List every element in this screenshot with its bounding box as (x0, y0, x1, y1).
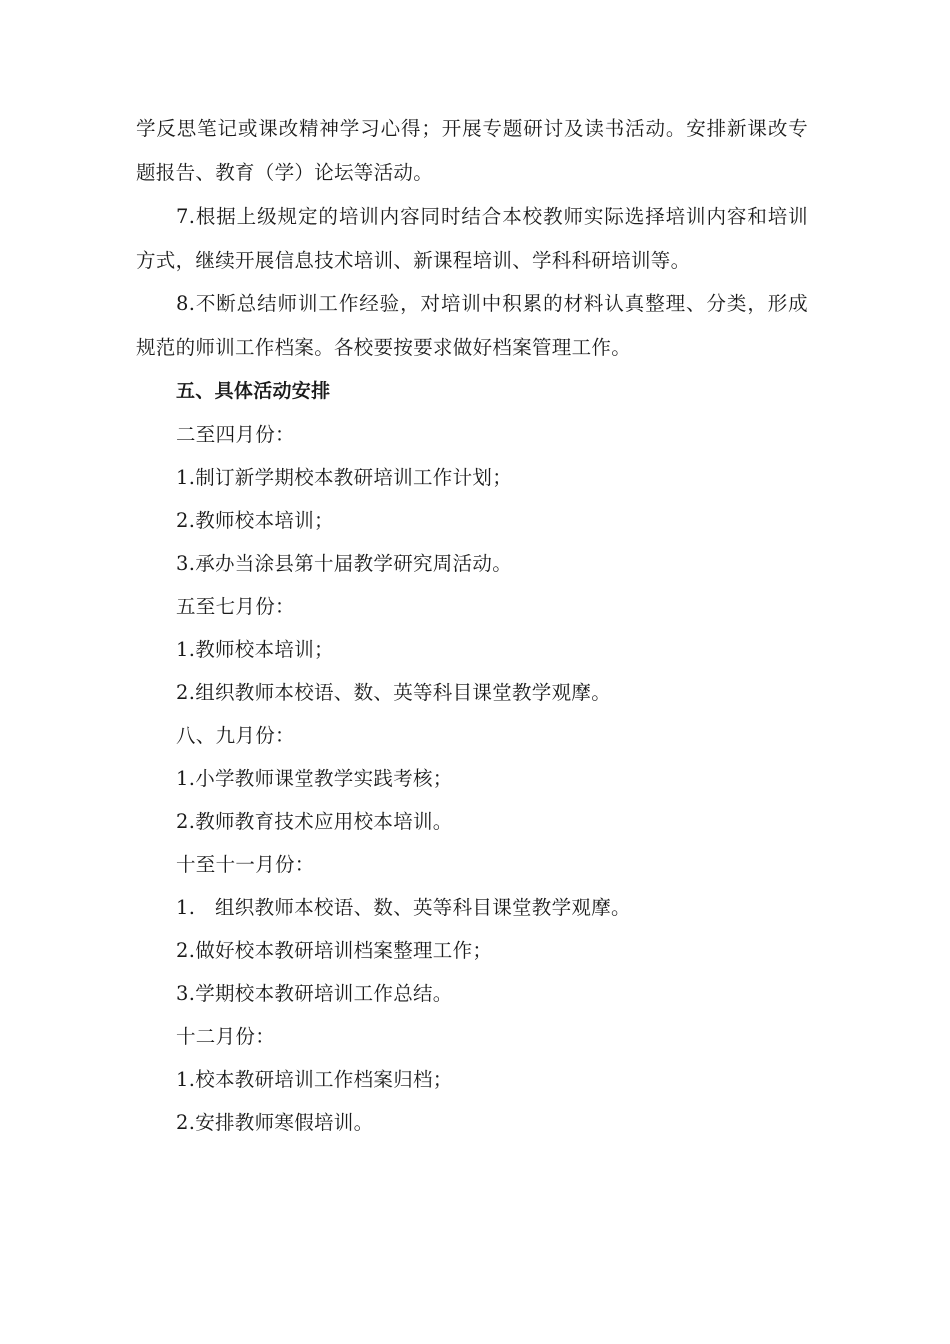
paragraph-8-line-2: 规范的师训工作档案。各校要按要求做好档案管理工作。 (136, 336, 632, 359)
schedule-item: 3.学期校本教研培训工作总结。 (176, 982, 453, 1005)
schedule-title-aug-sep: 八、九月份： (176, 724, 295, 747)
paragraph-continued-line-1: 学反思笔记或课改精神学习心得；开展专题研讨及读书活动。安排新课改专 (136, 117, 808, 140)
schedule-title-oct-nov: 十至十一月份： (176, 853, 315, 876)
schedule-item: 2.做好校本教研培训档案整理工作； (176, 939, 493, 962)
paragraph-7-line-1: 7.根据上级规定的培训内容同时结合本校教师实际选择培训内容和培训 (176, 205, 808, 228)
schedule-item: 2.教师教育技术应用校本培训。 (176, 810, 453, 833)
paragraph-8-line-1: 8.不断总结师训工作经验，对培训中积累的材料认真整理、分类，形成 (176, 292, 808, 315)
schedule-item: 2.教师校本培训； (176, 509, 334, 532)
paragraph-7-line-2: 方式，继续开展信息技术培训、新课程培训、学科科研培训等。 (136, 249, 691, 272)
schedule-item: 1.小学教师课堂教学实践考核； (176, 767, 453, 790)
section-heading: 五、具体活动安排 (176, 380, 331, 402)
schedule-item: 3.承办当涂县第十届教学研究周活动。 (176, 552, 513, 575)
schedule-item: 1.教师校本培训； (176, 638, 334, 661)
schedule-item: 2.组织教师本校语、数、英等科目课堂教学观摩。 (176, 681, 612, 704)
schedule-title-may-jul: 五至七月份： (176, 595, 295, 618)
schedule-item: 1.校本教研培训工作档案归档； (176, 1068, 453, 1091)
schedule-title-feb-apr: 二至四月份： (176, 423, 295, 446)
schedule-item: 1. 组织教师本校语、数、英等科目课堂教学观摩。 (176, 896, 631, 919)
schedule-item: 1.制订新学期校本教研培训工作计划； (176, 466, 513, 489)
schedule-title-dec: 十二月份： (176, 1025, 276, 1048)
schedule-item: 2.安排教师寒假培训。 (176, 1111, 374, 1134)
paragraph-continued-line-2: 题报告、教育（学）论坛等活动。 (136, 161, 434, 184)
